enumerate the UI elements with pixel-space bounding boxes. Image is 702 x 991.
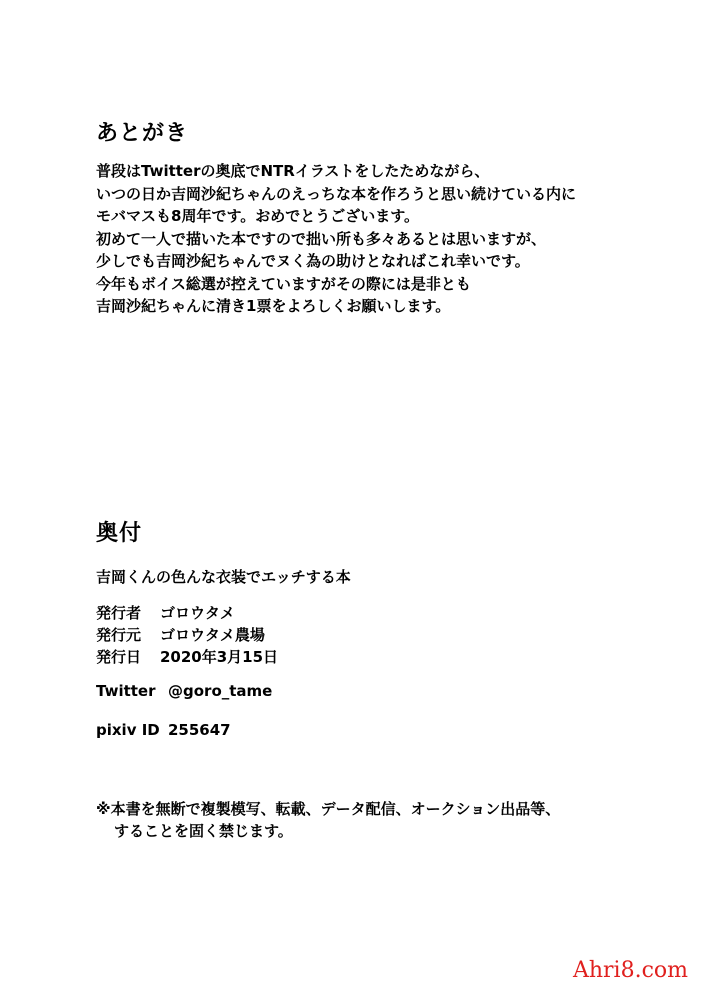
watermark: Ahri8.com: [572, 958, 688, 983]
pixiv-label: pixiv ID: [96, 721, 160, 739]
publish-info: [96, 602, 278, 668]
afterword-line: 少しでも吉岡沙紀ちゃんでヌく為の助けとなればこれ幸いです。: [96, 252, 530, 270]
publisher-row: [96, 602, 278, 624]
afterword-line: モバマスも8周年です。おめでとうございます。: [96, 207, 420, 225]
twitter-row: [96, 682, 272, 700]
issuer-row: [96, 624, 278, 646]
publisher-label: 発行者: [96, 604, 142, 622]
issuer-label: 発行元: [96, 626, 142, 644]
copyright-notice: [96, 798, 560, 842]
colophon-heading: 奥付: [96, 521, 143, 546]
pixiv-id: 255647: [168, 721, 231, 739]
notice-line: することを固く禁じます。: [114, 822, 293, 840]
afterword-line: 今年もボイス総選が控えていますがその際には是非とも: [96, 274, 471, 293]
afterword-line: 初めて一人で描いた本ですので拙い所も多々あるとは思いますが、: [96, 229, 547, 248]
afterword-line: いつの日か吉岡沙紀ちゃんのえっちな本を作ろうと思い続けている内に: [96, 184, 577, 203]
afterword-body: [96, 160, 576, 318]
afterword-heading: あとがき: [96, 121, 189, 146]
publisher-value: ゴロウタメ: [160, 604, 235, 622]
notice-line: ※本書を無断で複製模写、転載、データ配信、オークション出品等、: [96, 800, 561, 818]
afterword-line: 吉岡沙紀ちゃんに清き1票をよろしくお願いします。: [96, 297, 451, 315]
book-title: 吉岡くんの色んな衣装でエッチする本: [96, 568, 351, 586]
afterword-line: 普段はTwitterの奥底でNTRイラストをしたためながら、: [96, 162, 490, 180]
date-label: 発行日: [96, 648, 142, 666]
pixiv-row: [96, 721, 231, 739]
issuer-value: ゴロウタメ農場: [160, 626, 265, 644]
twitter-label: Twitter: [96, 682, 156, 700]
date-row: [96, 646, 278, 668]
date-value: 2020年3月15日: [160, 648, 279, 666]
twitter-handle: @goro_tame: [168, 682, 273, 700]
